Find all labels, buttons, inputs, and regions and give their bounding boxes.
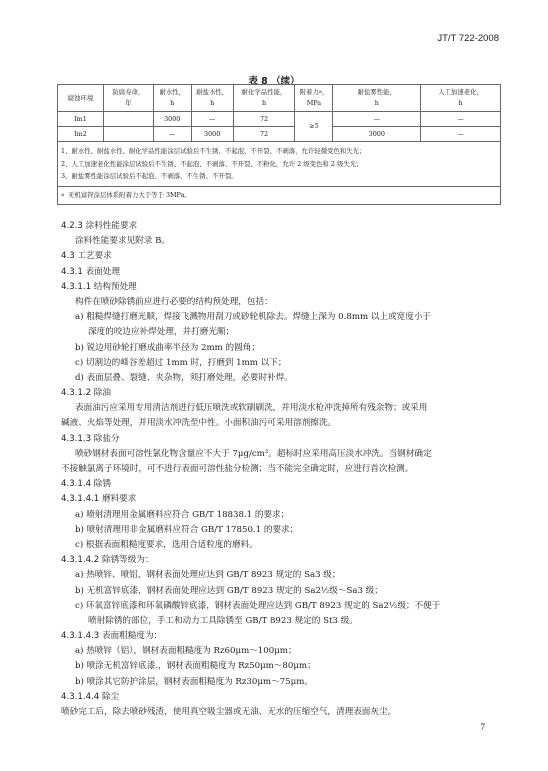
- list-item: b) 锐边用砂轮打磨成曲率半径为 2mm 的圆角；: [75, 342, 260, 353]
- section-heading: 4.3.1.2 除油: [61, 388, 111, 399]
- paragraph: 涂料性能要求见附录 B。: [75, 236, 170, 247]
- header-chem: 耐化学品性能， h: [233, 85, 295, 112]
- paragraph-continuation: 不接触氯离子环境时，可不进行表面可溶性盐分检测；当不能完全确定时，应进行首次检测。: [61, 464, 414, 474]
- section-heading: 4.3.1.4.4 除尘: [61, 691, 120, 702]
- table-footnote-row: [58, 186, 501, 204]
- cell-salt-water: —: [191, 112, 233, 127]
- header-salt-spray: 耐盐雾性能， h: [333, 85, 421, 112]
- list-item: b) 喷涂其它防护涂层，钢材表面粗糙度为 Rz30μm～75μm。: [75, 676, 313, 687]
- footnote-mark: a: [61, 191, 64, 198]
- section-heading: 4.3.1 表面处理: [61, 266, 120, 277]
- header-water: 耐水性， h: [153, 85, 191, 112]
- list-item: c) 切割边的峰谷差超过 1mm 时，打磨到 1mm 以下；: [75, 357, 287, 368]
- section-heading: 4.3.1.4.1 磨料要求: [61, 494, 137, 505]
- paragraph-continuation: 碱液、火焰等处理，并用淡水冲洗至中性。小面积油污可采用溶剂擦洗。: [61, 418, 337, 429]
- cell-life: [103, 112, 153, 127]
- table-row: [58, 112, 501, 127]
- paragraph: 喷砂钢材表面可溶性氯化物含量应不大于 7μg/cm²。超标时应采用高压淡水冲洗。当钢材确定: [75, 448, 432, 459]
- cell-life: [103, 127, 153, 142]
- section-heading: 4.3.1.4.2 除锈等级为：: [61, 555, 154, 566]
- cell-water: 3000: [153, 112, 191, 127]
- list-item-continuation: 深度的咬边应补焊处理，并打磨光顺；: [88, 327, 235, 338]
- list-item: a) 粗糙焊缝打磨光顺，焊接飞溅物用刮刀或砂轮机除去。焊缝上深为 0.8mm 以上或宽度小于: [75, 312, 432, 323]
- cell-chem: 72: [233, 127, 295, 142]
- list-item: a) 喷射清理用金属磨料应符合 GB/T 18838.1 的要求；: [75, 509, 290, 520]
- page-number: 7: [480, 722, 485, 732]
- paragraph: 喷砂完工后，除去喷砂残渣，使用真空吸尘器或无油、无水的压缩空气，清理表面灰尘。: [61, 707, 397, 717]
- section-heading: 4.3.1.4 除锈: [61, 479, 111, 490]
- list-item: a) 热喷锌、喷铝，钢材表面处理应达到 GB/T 8923 规定的 Sa3 级；: [75, 570, 341, 581]
- table-header-row: [58, 85, 501, 112]
- section-heading: 4.3.1.1 结构预处理: [61, 281, 137, 292]
- header-aging: 人工加速老化， h: [421, 85, 501, 112]
- table-8: [57, 84, 501, 205]
- list-item: b) 无机富锌底漆，钢材表面处理应达到 GB/T 8923 规定的 Sa2½级～Sa3 级；: [75, 585, 383, 596]
- header-life: 防腐寿命， 年: [103, 85, 153, 112]
- note-2: 2、人工加速老化性能涂层试验后不生锈、不起泡、不剥落、不开裂、不粉化，允许 2 级变色和 2 级失光；: [61, 159, 363, 168]
- list-item: c) 根据表面粗糙度要求，选用合适粒度的磨料。: [75, 539, 258, 550]
- cell-aging: —: [421, 127, 501, 142]
- table-notes-row: [58, 142, 501, 187]
- cell-env: Im2: [58, 127, 104, 142]
- cell-salt-water: 3000: [191, 127, 233, 142]
- list-item: d) 表面层叠、裂缝、夹杂物，须打磨处理，必要时补焊。: [75, 372, 293, 383]
- footnote-text: 无机富锌涂层体系附着力大于等于 3MPa。: [68, 190, 191, 199]
- list-item: a) 热喷锌（铝），钢材表面粗糙度为 Rz60μm～100μm；: [75, 646, 297, 657]
- paragraph: 表面油污应采用专用清洁剂进行低压喷洗或软刷刷洗，并用淡水枪冲洗掉所有残余物；或采用: [75, 403, 428, 414]
- header-salt-water: 耐盐水性， h: [191, 85, 233, 112]
- table-title: 表 8 （续）: [248, 76, 300, 87]
- cell-aging: —: [421, 112, 501, 127]
- header-adhesion: 附着力$^a$， MPa: [295, 85, 333, 112]
- cell-env: Im1: [58, 112, 104, 127]
- section-heading: 4.3.1.4.3 表面粗糙度为：: [61, 631, 163, 642]
- cell-adhesion: ≥5: [295, 112, 333, 142]
- list-item-continuation: 喷射除锈的部位，手工和动力工具除锈至 GB/T 8923 规定的 St3 级。: [88, 615, 358, 626]
- section-heading: 4.3 工艺要求: [61, 251, 112, 262]
- note-1: 1、耐水性、耐盐水性、耐化学品性能涂层试验后不生锈、不起泡、不开裂、不剥落，允许轻微变色和失光；: [61, 147, 366, 155]
- list-item: c) 环氧富锌底漆和环氧磷酸锌底漆，钢材表面处理应达到 GB/T 8923 规定的 Sa2½级；不便于: [75, 600, 441, 611]
- cell-water: —: [153, 127, 191, 142]
- document-body: [61, 219, 485, 720]
- paragraph: 构件在喷砂除锈前应进行必要的结构预处理，包括：: [75, 296, 273, 307]
- table-row: [58, 127, 501, 142]
- header-env: 腐蚀环境: [58, 85, 104, 112]
- table-notes: [58, 142, 501, 187]
- note-3: 3、耐盐雾性能涂层试验后不起泡、不剥落、不生锈、不开裂。: [61, 172, 238, 180]
- cell-salt-spray: —: [333, 112, 421, 127]
- list-item: b) 喷射清理用非金属磨料应符合 GB/T 17850.1 的要求；: [75, 524, 299, 535]
- list-item: b) 喷涂无机富锌底漆.，钢材表面粗糙度为 Rz50μm～80μm；: [75, 661, 316, 672]
- cell-chem: 72: [233, 112, 295, 127]
- standard-code: JT/T 722-2008: [437, 33, 499, 44]
- cell-salt-spray: 3000: [333, 127, 421, 142]
- section-heading: 4.3.1.3 除盐分: [61, 433, 120, 444]
- table-footnote: [58, 186, 501, 204]
- section-heading: 4.2.3 涂料性能要求: [61, 221, 138, 231]
